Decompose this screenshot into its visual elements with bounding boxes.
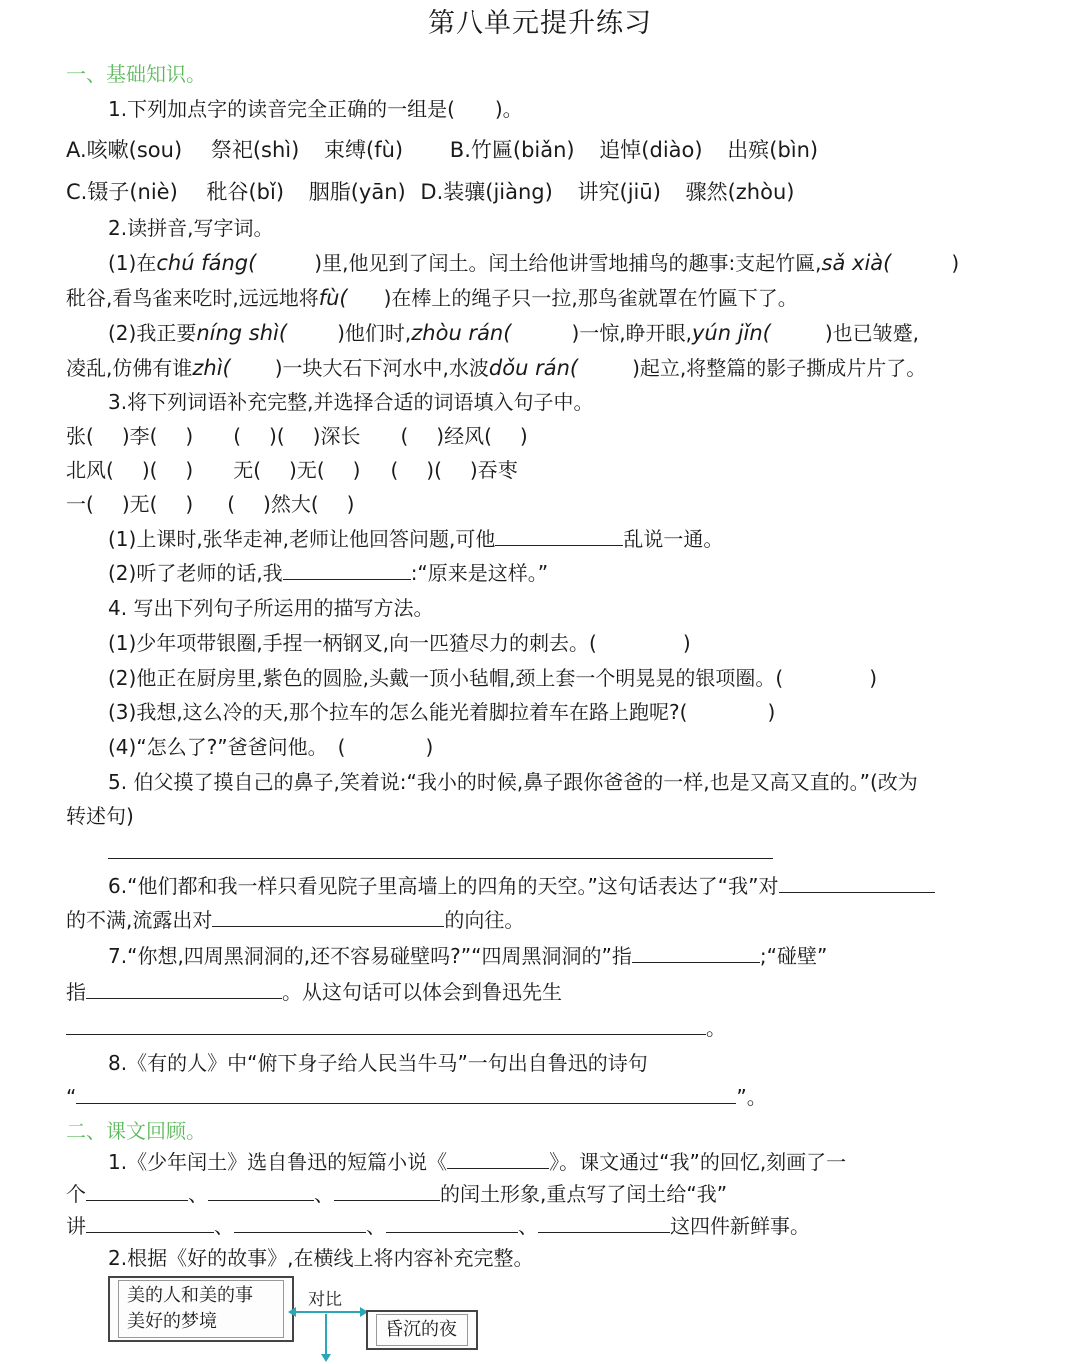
pinyin-fu: fù( [318, 286, 348, 310]
idiom-part: )然大( [263, 492, 319, 516]
idiom-part: )李( [121, 424, 158, 448]
q4-stem: 4. 写出下列句子所运用的描写方法。 [108, 596, 434, 620]
answer-blank[interactable] [779, 872, 935, 893]
q4-item-2 [108, 664, 877, 692]
q2-stem: 2.读拼音,写字词。 [108, 216, 274, 240]
s2-q1-line-1 [108, 1148, 846, 1176]
option-a-2: 祭祀(shì) [210, 138, 300, 162]
answer-blank[interactable] [447, 1148, 549, 1169]
q8-quote-close: ”。 [736, 1085, 767, 1109]
s2-q1-line-2 [66, 1180, 727, 1208]
option-b-2: 追悼(diào) [599, 138, 703, 162]
q5-answer-line[interactable] [108, 858, 773, 859]
answer-blank[interactable] [334, 1180, 440, 1201]
q4-item-1 [108, 629, 691, 657]
q2-p1-text: )里,他见到了闰土。闰土给他讲雪地捕鸟的趣事:支起竹匾, [314, 251, 822, 275]
s2-q1-text: 讲 [66, 1214, 86, 1238]
idiom-part: ) [519, 424, 528, 448]
answer-blank[interactable] [76, 1083, 736, 1104]
diagram-box-night [366, 1310, 478, 1350]
pinyin-ningshi: níng shì( [196, 321, 288, 345]
answer-blank[interactable] [86, 978, 282, 999]
q8-line-1: 8.《有的人》中“俯下身子给人民当牛马”一句出自鲁迅的诗句 [108, 1051, 648, 1075]
q6-text: 的向往。 [444, 908, 525, 932]
idiom-part: ) [346, 492, 355, 516]
q2-p2-text: )他们时, [337, 321, 412, 345]
q6-text: 6.“他们都和我一样只看见院子里高墙上的四角的天空。”这句话表达了“我”对 [108, 874, 779, 898]
q7-text: 。 [706, 1016, 726, 1040]
idiom-part: )( [269, 424, 285, 448]
q2-p2-text: 凌乱,仿佛有谁 [66, 356, 193, 380]
q6-text: 的不满,流露出对 [66, 908, 213, 932]
q2-p2-line1 [108, 319, 919, 347]
q7-line-1 [108, 942, 827, 970]
answer-blank[interactable] [538, 1212, 670, 1233]
idiom-part: ( [233, 424, 242, 448]
option-d-3: 骤然(zhòu) [685, 180, 795, 204]
answer-blank[interactable] [386, 1212, 518, 1233]
q2-p2-text: )一块大石下河水中,水波 [274, 356, 489, 380]
idiom-part: )经风( [436, 424, 492, 448]
pinyin-saxia: sǎ xià( [821, 251, 892, 275]
q4-paren-close: ) [425, 735, 434, 759]
q4-item-text: (2)他正在厨房里,紫色的圆脸,头戴一顶小毡帽,颈上套一个明晃晃的银项圈。( [108, 666, 784, 690]
q6-line-2 [66, 906, 524, 934]
option-a-1: A.咳嗽(sou) [66, 138, 183, 162]
option-a-3: 束缚(fù) [324, 138, 404, 162]
pinyin-yunjin: yún jǐn( [691, 321, 771, 345]
q4-paren-close: ) [682, 631, 691, 655]
q3-s1-text: 乱说一通。 [623, 527, 724, 551]
q3-idiom-row-1 [66, 422, 528, 450]
answer-blank[interactable] [212, 906, 444, 927]
q2-p2-line2 [66, 354, 926, 382]
pinyin-chufang: chú fáng( [156, 251, 257, 275]
idiom-part: ) [185, 424, 194, 448]
q2-p2-text: (2)我正要 [108, 321, 197, 345]
q2-p1-line2 [66, 284, 798, 312]
q2-p2-text: )起立,将整篇的影子撕成片片了。 [632, 356, 927, 380]
idiom-part: )无( [289, 458, 325, 482]
option-d-1: D.装骧(jiàng) [420, 180, 553, 204]
arrow-head-left [288, 1307, 296, 1317]
answer-blank[interactable] [495, 525, 623, 546]
q2-p1-text: (1)在 [108, 251, 157, 275]
s2-q1-line-3 [66, 1212, 810, 1240]
s2-q1-text: 1.《少年闰土》选自鲁迅的短篇小说《 [108, 1150, 448, 1174]
s2-q1-text: 、 [314, 1182, 334, 1206]
page-title: 第八单元提升练习 [428, 8, 652, 39]
q6-line-1 [108, 872, 935, 900]
q7-text: 指 [66, 980, 86, 1004]
q3-idiom-row-2 [66, 456, 518, 484]
q4-paren-close: ) [767, 700, 776, 724]
option-d-2: 讲究(jiū) [577, 180, 661, 204]
option-c-1: C.镊子(niè) [66, 180, 178, 204]
diagram-arrows [288, 1300, 370, 1364]
idiom-part: 北风( [66, 458, 114, 482]
idiom-part: )吞枣 [469, 458, 518, 482]
option-c-3: 胭脂(yān) [308, 180, 406, 204]
q5-line-2: 转述句) [66, 804, 134, 828]
q2-p1-text: 秕谷,看鸟雀来吃时,远远地将 [66, 286, 319, 310]
idiom-part: )( [141, 458, 158, 482]
s2-q1-text: 这四件新鲜事。 [670, 1214, 810, 1238]
q4-item-4 [108, 733, 433, 761]
idiom-part: ( [227, 492, 236, 516]
q1-options-cd [66, 178, 794, 206]
arrow-head-down [321, 1354, 331, 1362]
answer-blank[interactable] [234, 1212, 366, 1233]
diagram-contrast-label: 对比 [308, 1290, 342, 1310]
option-b-3: 出殡(bìn) [727, 138, 819, 162]
s2-q1-text: 》。课文通过“我”的回忆,刻画了一 [549, 1150, 847, 1174]
idiom-part: )深长 [312, 424, 361, 448]
q4-item-text: (1)少年项带银圈,手捏一柄钢叉,向一匹猹尽力的刺去。( [108, 631, 597, 655]
s2-q1-text: 、 [188, 1182, 208, 1206]
q1-options-ab [66, 136, 818, 164]
q7-text: ;“碰壁” [759, 944, 828, 968]
s2-q1-text: 的闰土形象,重点写了闰土给“我” [440, 1182, 728, 1206]
answer-blank[interactable] [632, 942, 760, 963]
q4-item-3 [108, 698, 775, 726]
s2-q1-text: 、 [518, 1214, 538, 1238]
idiom-part: 一( [66, 492, 94, 516]
q4-item-text: (4)“怎么了?”爸爸问他。 ( [108, 735, 346, 759]
s2-q1-text: 个 [66, 1182, 86, 1206]
q3-sentence-1 [108, 525, 723, 553]
idiom-part: 无( [233, 458, 262, 482]
q7-line-2 [66, 978, 562, 1006]
answer-blank[interactable] [86, 1212, 214, 1233]
q3-idiom-row-3 [66, 490, 354, 518]
q4-item-text: (3)我想,这么冷的天,那个拉车的怎么能光着脚拉着车在路上跑呢?( [108, 700, 688, 724]
q7-text: 。从这句话可以体会到鲁迅先生 [282, 980, 562, 1004]
s2-q1-text: 、 [214, 1214, 234, 1238]
q2-p2-text: )一惊,睁开眼, [571, 321, 692, 345]
q3-sentence-2 [108, 559, 548, 587]
q3-stem: 3.将下列词语补充完整,并选择合适的词语填入句子中。 [108, 390, 594, 414]
idiom-part: )无( [121, 492, 158, 516]
idiom-part: ( [400, 424, 409, 448]
q2-p1-text: )在棒上的绳子只一拉,那鸟雀就罩在竹匾下了。 [383, 286, 798, 310]
q2-p2-text: )也已皱蹙, [824, 321, 920, 345]
q7-text: 7.“你想,四周黑洞洞的,还不容易碰壁吗?”“四周黑洞洞的”指 [108, 944, 632, 968]
q3-s1-text: (1)上课时,张华走神,老师让他回答问题,可他 [108, 527, 496, 551]
q3-s2-text: :“原来是这样。” [410, 561, 549, 585]
diagram-box-beauty [108, 1276, 294, 1342]
q2-p1-line1 [108, 249, 959, 277]
q8-quote-open: “ [66, 1085, 77, 1109]
pinyin-zhouran: zhòu rán( [411, 321, 512, 345]
diagram-box-line: 昏沉的夜 [385, 1319, 457, 1340]
answer-blank[interactable] [66, 1014, 706, 1035]
idiom-part: ) [185, 458, 194, 482]
q5-line-1: 5. 伯父摸了摸自己的鼻子,笑着说:“我小的时候,鼻子跟你爸爸的一样,也是又高又直的。”(改为 [108, 770, 918, 794]
idiom-part: ) [185, 492, 194, 516]
diagram-box-line: 美的人和美的事 [127, 1285, 253, 1306]
idiom-part: )( [426, 458, 442, 482]
pinyin-zhi: zhì( [192, 356, 231, 380]
section-1-heading: 一、基础知识。 [66, 62, 206, 86]
idiom-part: ( [390, 458, 399, 482]
s2-q1-text: 、 [366, 1214, 386, 1238]
s2-q2-stem: 2.根据《好的故事》,在横线上将内容补充完整。 [108, 1246, 534, 1270]
section-2-heading: 二、课文回顾。 [66, 1119, 206, 1143]
answer-blank[interactable] [283, 559, 411, 580]
q2-p1-text: ) [951, 251, 960, 275]
diagram-box-line: 美好的梦境 [127, 1311, 217, 1332]
option-b-1: B.竹匾(biǎn) [449, 138, 575, 162]
idiom-part: ) [352, 458, 361, 482]
idiom-part: 张( [66, 424, 94, 448]
option-c-2: 秕谷(bǐ) [206, 180, 285, 204]
q4-paren-close: ) [869, 666, 878, 690]
pinyin-douran: dǒu rán( [488, 356, 579, 380]
q7-line-3 [66, 1014, 726, 1042]
q8-line-2 [66, 1083, 767, 1111]
q1-stem: 1.下列加点字的读音完全正确的一组是( )。 [108, 97, 523, 121]
answer-blank[interactable] [86, 1180, 188, 1201]
answer-blank[interactable] [208, 1180, 314, 1201]
q3-s2-text: (2)听了老师的话,我 [108, 561, 283, 585]
